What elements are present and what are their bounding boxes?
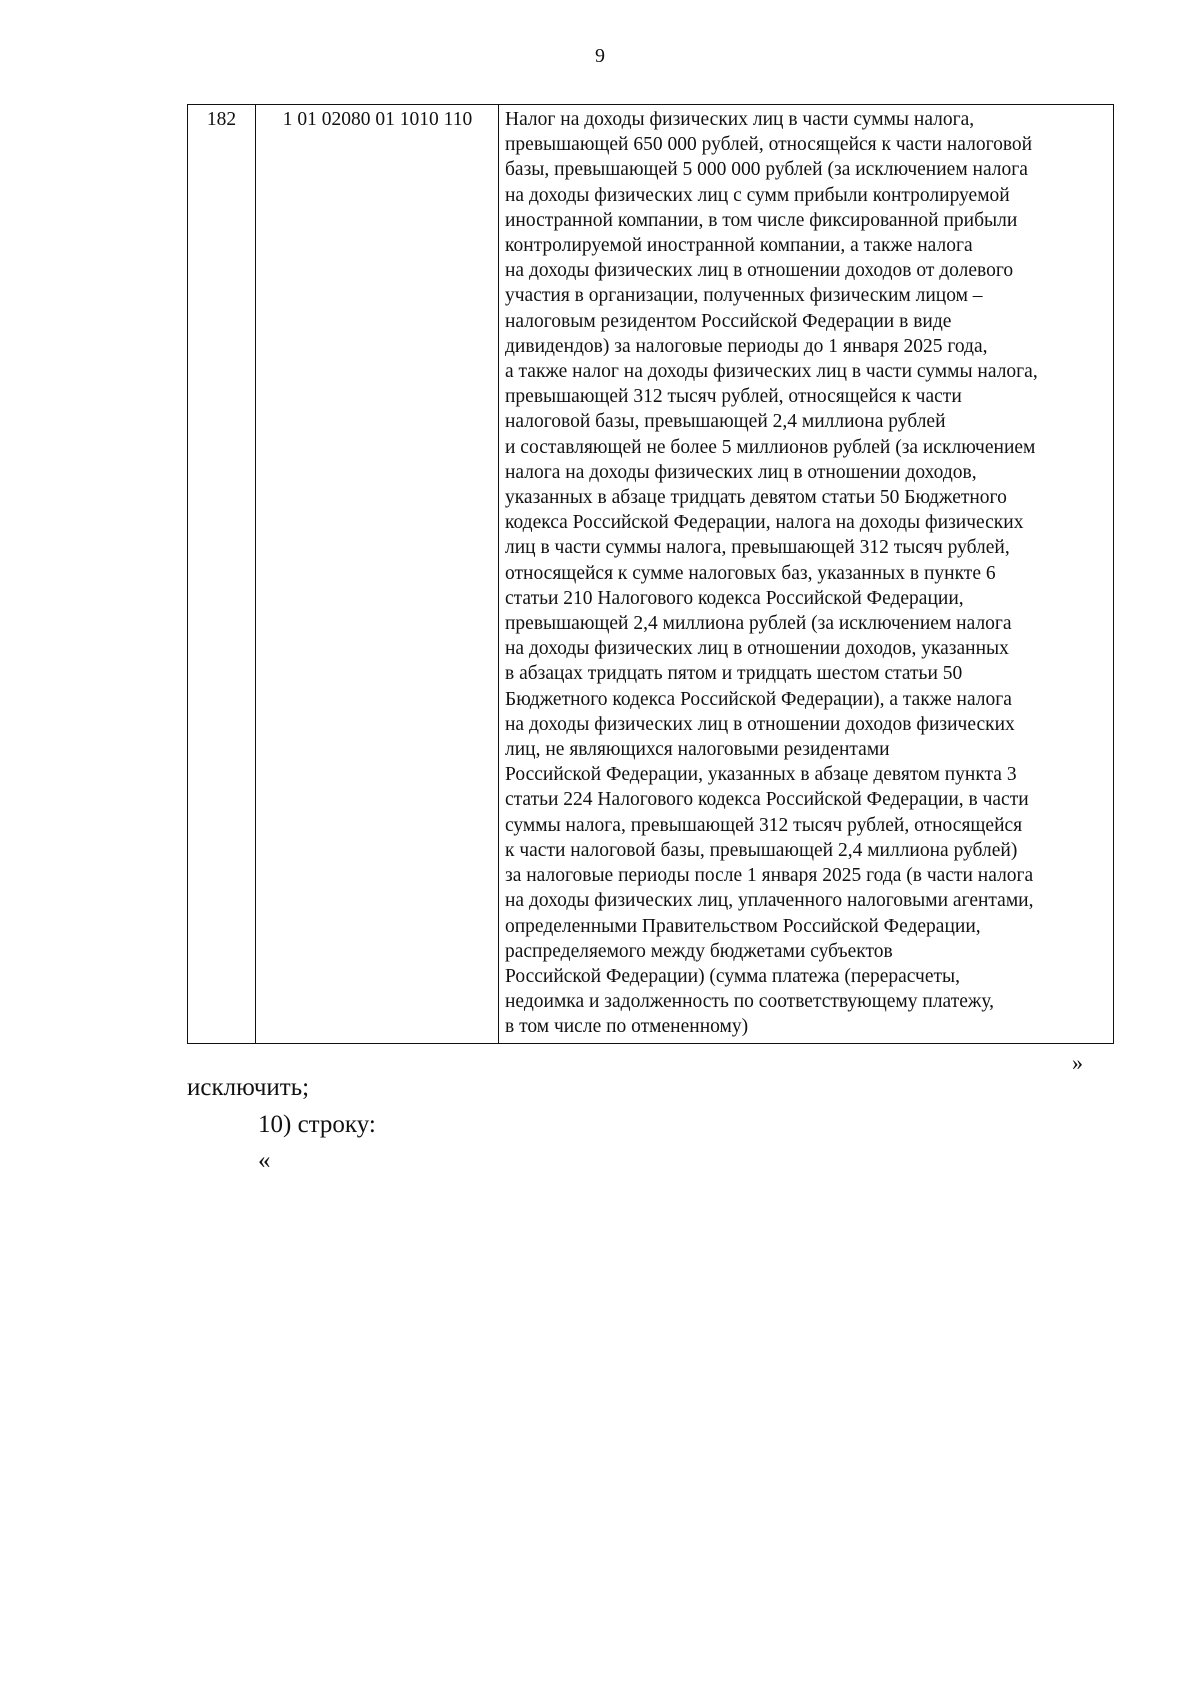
income-name-line: превышающей 2,4 миллиона рублей (за исключением налога <box>505 613 1012 635</box>
chapter-code-cell: 182 <box>206 109 237 130</box>
income-name-line: Российской Федерации, указанных в абзаце девятом пункта 3 <box>505 764 1017 786</box>
income-name-line: на доходы физических лиц в отношении доходов от долевого <box>505 260 1014 282</box>
income-name-line: контролируемой иностранной компании, а также налога <box>505 235 973 257</box>
income-name-line: превышающей 312 тысяч рублей, относящейся к части <box>505 386 962 408</box>
kbk-code-cell: 1 01 02080 01 1010 110 <box>282 109 473 130</box>
income-name-line: на доходы физических лиц в отношении доходов физических <box>505 713 1015 735</box>
income-name-line: налога на доходы физических лиц в отношении доходов, <box>505 461 977 483</box>
column-divider <box>498 105 499 1043</box>
income-name-line: а также налог на доходы физических лиц в части суммы налога, <box>505 361 1038 383</box>
column-divider <box>255 105 256 1043</box>
income-name-line: иностранной компании, в том числе фиксированной прибыли <box>505 209 1018 231</box>
income-name-line: в том числе по отмененному) <box>505 1016 749 1038</box>
income-name-line: указанных в абзаце тридцать девятом статьи 50 Бюджетного <box>505 487 1007 509</box>
income-name-line: статьи 210 Налогового кодекса Российской Федерации, <box>505 587 964 609</box>
income-name-line: дивидендов) за налоговые периоды до 1 января 2025 года, <box>505 335 988 357</box>
income-name-line: Налог на доходы физических лиц в части суммы налога, <box>505 109 975 130</box>
income-name-line: Российской Федерации) (сумма платежа (перерасчеты, <box>505 965 961 987</box>
income-name-line: статьи 224 Налогового кодекса Российской Федерации, в части <box>505 789 1029 811</box>
income-name-line: участия в организации, полученных физическим лицом – <box>505 285 983 307</box>
income-name-line: распределяемого между бюджетами субъектов <box>505 940 893 962</box>
income-name-line: базы, превышающей 5 000 000 рублей (за исключением налога <box>505 159 1028 181</box>
income-name-line: за налоговые периоды после 1 января 2025 года (в части налога <box>505 865 1034 887</box>
income-name-cell <box>505 107 1111 1040</box>
income-name-line: лиц в части суммы налога, превышающей 312 тысяч рублей, <box>505 537 1010 559</box>
income-name-line: лиц, не являющихся налоговыми резидентами <box>505 739 890 761</box>
income-name-line: определенными Правительством Российской Федерации, <box>505 915 981 937</box>
page-number: 9 <box>595 45 605 67</box>
income-name-line: Бюджетного кодекса Российской Федерации), а также налога <box>505 688 1012 710</box>
exclude-text: исключить; <box>187 1074 310 1101</box>
income-name-line: превышающей 650 000 рублей, относящейся к части налоговой <box>505 134 1033 156</box>
income-name-line: и составляющей не более 5 миллионов рублей (за исключением <box>505 436 1036 458</box>
income-name-line: на доходы физических лиц, уплаченного налоговыми агентами, <box>505 890 1034 912</box>
income-name-line: на доходы физических лиц в отношении доходов, указанных <box>505 638 1009 660</box>
income-name-line: на доходы физических лиц с сумм прибыли контролируемой <box>505 184 1010 206</box>
income-name-line: в абзацах тридцать пятом и тридцать шестом статьи 50 <box>505 663 963 685</box>
opening-quote: « <box>258 1147 271 1174</box>
income-name-line: недоимка и задолженность по соответствующему платежу, <box>505 991 995 1013</box>
income-name-line: относящейся к сумме налоговых баз, указанных в пункте 6 <box>505 562 996 584</box>
closing-quote: » <box>1072 1050 1083 1075</box>
item-10-text: 10) строку: <box>258 1111 376 1138</box>
income-name-line: к части налоговой базы, превышающей 2,4 миллиона рублей) <box>505 839 1018 861</box>
income-name-line: суммы налога, превышающей 312 тысяч рублей, относящейся <box>505 814 1023 836</box>
budget-code-table-row <box>187 104 1114 1044</box>
income-name-line: налоговым резидентом Российской Федерации в виде <box>505 310 952 332</box>
income-name-line: налоговой базы, превышающей 2,4 миллиона рублей <box>505 411 946 433</box>
income-name-line: кодекса Российской Федерации, налога на доходы физических <box>505 512 1024 534</box>
